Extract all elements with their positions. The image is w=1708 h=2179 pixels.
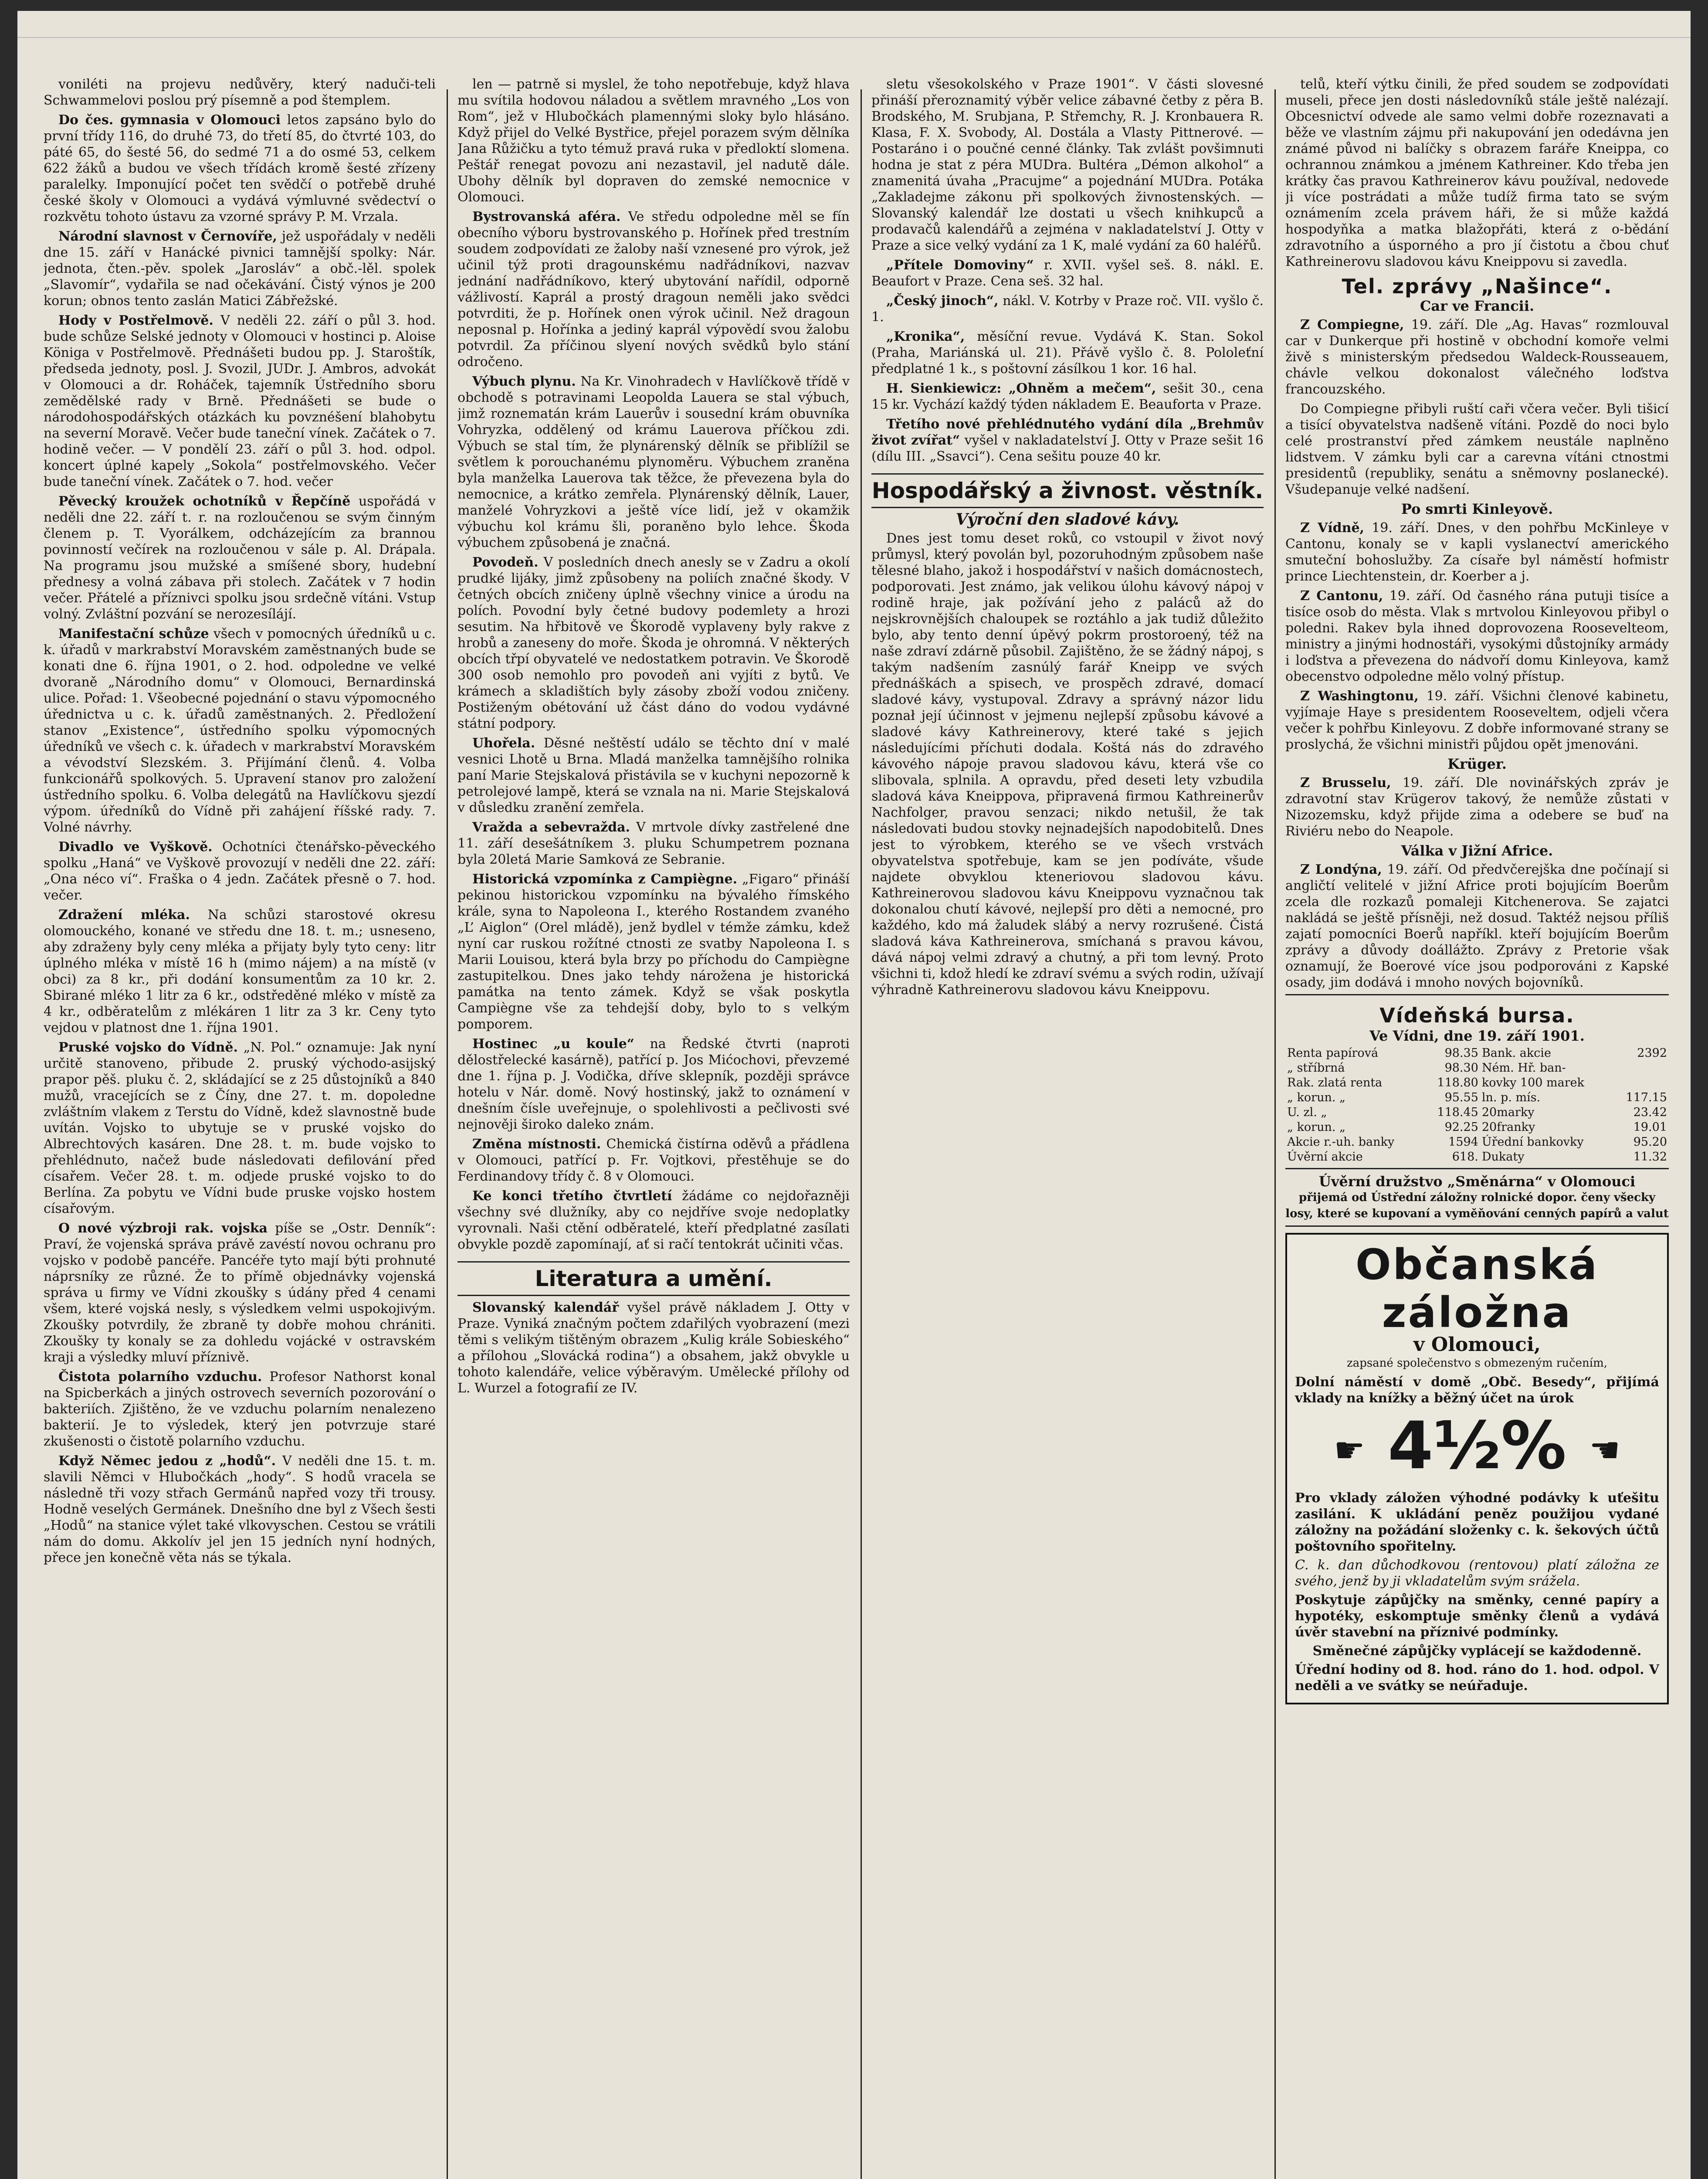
article-text: měsíční revue. Vydává K. Stan. Sokol (Praha, Mariánská ul. 21). Přávě vyšlo č. 8. Pololeťní předplatné 1 k., s poštovní zásílkou 1 kor. 16 hal. (871, 329, 1264, 377)
article-text: „Figaro“ přináší pekinou historickou vzpomínku na bývalého římského krále, syna to Napoleona I., kterého Rostandem zvaného „L’ Aiglon“ (Orel mládě), jenž bydlel v témže zámku, kdež nyní car ruskou rožítné ctnosti ze svatby Napoleona I. s Marii Louisou, která byla brzy po příchodu do Campiègne zastupitelkou. Dnes jako tehdy nárožena je historická památka na tento zámek. Když se však poskytla Campiègne vše za tehdejší doby, bylo to s velkým pomporem. (458, 872, 850, 1032)
bursa-value (1613, 1061, 1669, 1076)
article-heading: Z Brusselu, (1300, 775, 1391, 791)
article (44, 228, 436, 309)
bursa-label: U. zl. „ (1287, 1106, 1327, 1119)
article-text: Dnes jest tomu deset roků, co vstoupil v život nový průmysl, který povolán byl, pozoruhodným způsobem naše tělesné blaho, jakož i hospodářství v našich domácnostech, podporovati. Jest známo, jak velikou úlohu kávový nápoj v rodině hraje, jak požívání jeho z paláců až do nejskrovnějších chaloupek se roztáhlo a jak tudiž důležito bylo, aby tento denní úpěvý pokrm prostoroený, též na naše zdraví zdárně působil. Zajištěno, že se žádný nápoj, s takým nadšením zasnúlý farář Kneipp ve svých přednáškách a spisech, ve prospěch zdravé, domací sladové kávy, vystupoval. Zdravy a správný názor lidu poznał její účinnost v jejmenu nejlepší způsobu kávové a sladové kávy Kathreinerovy, které také s jejich následujícími příchuti dodala. Koštá nás do zdravého kávového nápoje pravou sladovou kávu, která vše co slibovala, splnila. A opravdu, před deseti lety vzbudila sladová káva Kneippova, připravená firmou Kathreinerův Nachfolger, pravou senzaci; nikdo netušil, že tak následovati budou stovky nejnadejších napodobitelů. Dnes jest to výrobkem, kterého se ve všech vrstvách obyvatelstva spotřebuje, kam se jen podíváte, všude najdete obvyklou kteneriovou sladovou kávu. Kathreinerovou sladovou kávu Kneippovu vyznačnou tak dokonalou chutí kávové, nejlepší pro děti a nemocné, pro každého, kdo má žaludek slábý a nervy rozrušené. Čistá sladová káva Kathreinerova, smíchaná s pravou kávou, dává nápoj velmi zdravý a chutný, a při tom levný. Proto všichni ti, kdož hledí ke zdraví svému a svých rodin, užívají výhradně Kathreinerovu sladovou kávu Kneippovu. (871, 531, 1264, 998)
article-text: sletu všesokolského v Praze 1901“. V části slovesné přináší přeroznamitý výběr velice zábavné četby z pěra B. Brodského, M. Srubjana, P. Střemchy, R. J. Kronbauera R. Klasa, F. X. Svobody, Al. Dostála a Vlasty Pittnerové. — Postaráno i o poučné cenné články. Tak zvlášt povšimnuti hodna je stat z péra MUDra. Bultéra „Démon alkohol“ a znamenitá úvaha „Pracujme“ a pojednání MUDra. Potáka „Zakladejme zákonu při spolkových živnostenských. — Slovanský kalendář lze dostati u všech knihkupců a prodavačů kalendářů a zejména v nakladatelství J. Otty v Praze a sice velký vydání za 1 K, malé vydání za 60 haléřů. (871, 77, 1264, 253)
article (458, 554, 850, 732)
article-heading: Změna místnosti. (472, 1137, 601, 1152)
ad-title: Občanská záložna (1355, 1240, 1599, 1337)
article-text: sešit 30., cena 15 kr. Vychází každý týden nákladem E. Beauforta v Praze. (871, 381, 1264, 412)
bursa-label: „ korun. „ (1287, 1120, 1346, 1134)
column-rule (1274, 89, 1276, 2179)
zalozna-advertisement (1285, 1233, 1669, 1704)
bursa-value: 19.01 (1633, 1120, 1667, 1134)
bursa-label: 20marky (1481, 1106, 1535, 1119)
article-body (871, 329, 1264, 377)
article-body (871, 76, 1264, 254)
bursa-label: Úvěrní akcie (1287, 1150, 1363, 1164)
bursa-label: Dukaty (1481, 1150, 1525, 1164)
article (44, 1369, 436, 1449)
article-heading: Z Vídně, (1300, 520, 1364, 536)
article (44, 626, 436, 835)
article (1285, 862, 1669, 991)
article-text: 19. září. Od předvčerejška dne počínají si angličtí velitelé v jižní Africe proti bojujícím Boerům zcela dle rozkazů pomaleji Kitchenerova. Se zajatci nakládá se ještě přísněji, než dosud. Taktéž nejsou příliš zajatí pomocníci Boerů napříkl. kteří bojujícím Boerům zprávy a důvody doállážto. Zprávy z Pretorie však oznamují, že Boerové více jsou podporováni z Kapské osady, jim dodává i mnoho nových bojovníků. (1285, 862, 1669, 990)
article (44, 1039, 436, 1217)
article-text: Chemická čistírna oděvů a přádlena v Olomouci, patřící p. Fr. Vojtkovi, přestěhuje se do Ferdinandovy třídy č. 8 v Olomouci. (458, 1137, 850, 1184)
column-4 (1285, 76, 1669, 2179)
article (458, 1136, 850, 1185)
article (1285, 76, 1669, 270)
article-heading: Vražda a sebevražda. (472, 820, 630, 835)
article-heading: Z Washingtonu, (1300, 689, 1419, 704)
article-heading: Manifestační schůze (58, 626, 209, 641)
article-text: Děsné neštěstí událo se těchto dní v malé vesnici Lhotě u Brna. Mladá manželka tamnějšího rolnika paní Marie Stejskalová přistávila se v kuchyni nepozorně k petrolejové lampě, která se vznala na ni. Marie Stejskalová v důsledku zranění zemřela. (458, 736, 850, 815)
bursa-value: 618. (1452, 1150, 1478, 1164)
article-heading: Když Němec jedou z „hodů“. (58, 1453, 276, 1469)
article (44, 839, 436, 903)
article-text: Ochotníci čtenářsko-pěveckého spolku „Haná“ ve Vyškově provozují v neděli dne 22. září: „Ona néco ví“. Fraška o 4 jedn. Začátek přesně o 7. hod. večer. (44, 839, 436, 903)
article-body (44, 1453, 436, 1566)
article-text: všech v pomocných úředníků u c. k. úřadů v markrabství Moravském zaměstnaných bude se konati dne 6. října 1901, o 2. hod. odpoledne ve velké dvoraně „Národního domu“ v Olomouci, Bernardinská ulice. Pořad: 1. Všeobecné pojednání o stavu výpomocného úřednictva u c. k. úřadů zaměstnaných. 2. Předložení stanov „Existence“, ústředního spolku výpomocných úředníků ve všech c. k. úřadech v markrabství Moravském a vévodství Slezském. 3. Přijímání členů. 4. Volba funkcionářů spolkových. 5. Upravení stanov pro založení ústředního spolku. 6. Volba delegátů na Havlíčkovu sjezdí výpom. úředníků do Vídně při zahájení říšské rady. 7. Volné návrhy. (44, 626, 436, 835)
article-text: na Ředské čtvrti (naproti dělostřelecké kasárně), patřící p. Jos Mićochovi, převzemé dne 1. října p. J. Vodička, dříve sklepník, později správce hotelu v Nár. domě. Nový hostinský, jakž to oznámení v dnešním čísle uveřejnuje, o spolehlivosti a pečlivosti své nejnověji široko daleko znám. (458, 1036, 850, 1132)
article-heading: „Český jinoch“, (886, 293, 999, 309)
article-text: 19. září. Dle „Ag. Havas“ rozmlouval car v Dunkerque při hostině v obchodní komoře velmi živě s ministerským předsedou Waldeck-Rousseauem, chávle velkou dokonalost válečného loďstva francouzského. (1285, 317, 1669, 397)
bursa-value: 95.55 (1444, 1091, 1478, 1104)
pointing-hand-icon: ☛ (1334, 1429, 1365, 1470)
article-body (871, 257, 1264, 289)
article-heading: Slovanský kalendář (472, 1300, 619, 1315)
article (871, 76, 1264, 254)
article-heading: Zdražení mléka. (58, 907, 190, 923)
bursa-value: 118.45 (1437, 1106, 1478, 1119)
article (44, 312, 436, 490)
ad-paragraph: Směnečné zápůjčky vyplácejí se každodenně. (1312, 1643, 1642, 1659)
article-text: 19. září. Od časného rána putuji tisíce a tisíce osob do města. Vlak s mrtvolou Kinleyovou přibyl o poledni. Rakev byla ihned doprovozena Roosevelteom, ministry a jinými hodnostáři, vysokými důstojníky armády i loďstva a převezena do nádvoří domu Kinleyova, kamž obecenstvo odpoledne mělo volný přístup. (1285, 588, 1669, 684)
article (871, 329, 1264, 377)
article-body (1285, 317, 1669, 397)
article (871, 293, 1264, 325)
article-body (1285, 688, 1669, 753)
article-text: Na Kr. Vinohradech v Havlíčkově třídě v obchodě s potravinami Leopolda Lauera se stal výbuch, jimž roznematán krám Lauerův i sousední krám obuvníka Vohryzka, oddělený od krámu Lauerova příčkou zdi. Výbuch se stal tím, že plynárenský dělník se přiblížil se světlem k porouchanému plynoměru. Výbuchem zraněna byla manželka Lauerova tak těžce, že převezena byla do nemocnice, a krátko zemřela. Plynárenský dělník, Lauer, manželé Vohryzkovi a ještě více lidí, jež v okamžik výbuchu kol krámu šli, poraněno bylo lehce. Škoda výbuchem způsobená je značná. (458, 374, 850, 550)
section-heading: Literatura a umění. (458, 1261, 850, 1296)
bursa-row (1285, 1090, 1669, 1105)
article-heading: Národní slavnost v Černovíře, (58, 229, 277, 244)
article-heading: Hostinec „u koule“ (472, 1036, 634, 1052)
article-body (458, 209, 850, 370)
article-heading: Pruské vojsko do Vídně. (58, 1040, 238, 1055)
bursa-label: Akcie r.-uh. banky (1287, 1135, 1395, 1149)
newspaper-page (17, 11, 1691, 2179)
article-heading: Povodeň. (472, 555, 539, 570)
article (1285, 775, 1669, 839)
article (871, 257, 1264, 289)
article (44, 112, 436, 225)
article-body (1285, 401, 1669, 498)
article-text: píše se „Ostr. Denník“: Praví, že vojenská správa právě zavéstí novou ochranu pro vojsko v podobě pancéře. Pancéře tyto mají býti prohnuté náprsníky ze různé. Že to přímě objednávky vojenská správa u firmy ve Vídni zkoušky s údány před 4 cenami všem, které vojská nesly, s výsledkem velmi uspokojivým. Zkoušky potvrdily, že zbraně ty dobře mohou chrániti. Zkoušky ty konaly se za dohledu vojácké v ostravském kraji a výsledky mluví příznivě. (44, 1221, 436, 1365)
bursa-value: 118.80 (1437, 1076, 1478, 1090)
article-text: V posledních dnech anesly se v Zadru a okolí prudké lijáky, jimž způsobeny na poliích značné škody. V četných obcích zničeny úplně všechny vinice a úrodu na polích. Povodní byly četné budovy podemlety a hrozi sesutim. Na hřbitově ve Škorodě vyplaveny byly rakve z hrobů a zaneseny do moře. Škoda je ohromná. V některých obcích třpí obyvatelé ve nedostatkem potravin. Ve Škorodě 300 osob nemohlo pro povodeň ani vyjíti z bytů. Ve krámech a skladištích byly zásoby zboží vodou zničeny. Postiženým obétování už část dáno do vodou vydávné státní podpory. (458, 555, 850, 731)
bursa-title: Vídeňská bursa. (1379, 1004, 1575, 1027)
article-heading: Z Londýna, (1300, 862, 1382, 877)
article-text: 19. září. Dnes, v den pohřbu McKinleye v Cantonu, konaly se v kapli vyslanectví amerického smuteční bohoslužby. Za císaře byl náměstí hofmistr prince Liechtenstein, dr. Koerber a j. (1285, 520, 1669, 584)
sub-heading: Výroční den sladové kávy. (956, 510, 1179, 529)
article-text: žádáme co nejdořazněji všechny své dlužníky, aby co nejdříve svoje nedoplatky vyrovnali. Naši ctění odběratelé, kteří předplatné zasílati obvykle pozdě zapomínají, ať si račí tentokrát učiniti včas. (458, 1188, 850, 1252)
bursa-value: 23.42 (1633, 1106, 1667, 1119)
article-body (458, 1300, 850, 1396)
bursa-value (1613, 1076, 1669, 1090)
article-text: jež uspořádaly v neděli dne 15. září v Hanácké pivnici tamnější spolky: Nár. jednota, čten.-pěv. spolek „Jarosláv“ a obč.-lěl. spolek „Slavomír“, vydařila se nad očekávání. Čistý výnos je 200 korun; obnos tento zaslán Matici Zábřežské. (44, 229, 436, 309)
article-body (1285, 76, 1669, 270)
page-top-margin (17, 11, 1691, 38)
bursa-row (1285, 1150, 1669, 1164)
article (44, 907, 436, 1036)
bursa-value: 98.35 (1444, 1046, 1478, 1060)
article-body (1285, 520, 1669, 584)
article-heading: Ke konci třetího čtvrtletí (472, 1188, 672, 1204)
article-heading: Z Compiegne, (1300, 317, 1404, 333)
bursa-row (1285, 1135, 1669, 1150)
article-body (458, 1136, 850, 1185)
article (44, 76, 436, 109)
bursa-box (1285, 994, 1669, 1169)
bursa-label: „ stříbrná (1287, 1061, 1345, 1075)
article-text: telů, kteří výtku činili, že před soudem se zodpovídati museli, přece jen dosti následovníků stále ještě nalézají. Obcesnictví odvede ale samo velmi dobře rozeznavati a běže ve vlastním zájmu při nakupování jen odedávna jen známé původ ni balíčky s obrazem faráře Kneippa, co ochrannou známkou a jménem Kathreiner. Kdo třeba jen krátky čas pravou Kathreinerov kávu používal, nedovede ji více postrádati a může tudíž firma tato se svým oznámením zcela právem háři, že si může každá hospodyňka a matka blažopřáti, která z o-bědání zdravotního a úsporného a pro jí čistotu a čbou chuť Kathreinerovu sladovou kávu Kneippovu si zavedla. (1285, 77, 1669, 269)
bursa-label: Bank. akcie (1481, 1046, 1551, 1060)
news-subheading: Krüger. (1447, 756, 1507, 772)
article-text: uspořádá v neděli dne 22. září t. r. na rozloučenou se svým činným členem p. T. Vyorálkem, odcházejícím za brannou povinností večírek na rozloučenou v sále p. Al. Drápala. Na programu jsou mužské a smíšené sbory, hudební přednesy a volná zábava při stolech. Začátek v 7 hodin večer. Přátelé a příznivci spolku jsou srdečně vítáni. Vstup volný. Zvláštní pozvání se nerozesílájí. (44, 494, 436, 622)
article-body (44, 839, 436, 903)
bursa-value: 95.20 (1633, 1135, 1667, 1149)
article-body (871, 380, 1264, 413)
bursa-row (1285, 1046, 1669, 1061)
ad-paragraph: Poskytuje zápůjčky na směnky, cenné papíry a hypotéky, eskomptuje směnky členů a vydává úvěr stavební na příznivé podmínky. (1295, 1592, 1659, 1640)
article-text: 19. září. Dle novinářských zpráv je zdravotní stav Krügerov takový, že nemůže zůstati v Nizozemsku, když přijde zima a odebere se buď na Riviéru nebo do Neapole. (1285, 775, 1669, 839)
article (871, 530, 1264, 998)
article-body (44, 907, 436, 1036)
article-body (871, 293, 1264, 325)
article-text: 19. září. Všichni členové kabinetu, vyjímaje Haye s presidentem Rooseveltem, odjeli včera večer k pohřbu Kinleyovu. Z dobře informované strany se proslychá, že všichni ministři půjdou opět jmenováni. (1285, 689, 1669, 752)
bursa-table (1285, 1046, 1669, 1164)
bursa-label: kovky 100 marek (1481, 1076, 1585, 1090)
article (458, 209, 850, 370)
article-text: nákl. V. Kotrby v Praze roč. VII. vyšlo č. 1. (871, 293, 1264, 325)
article-body (44, 112, 436, 225)
bursa-label: Rak. zlatá renta (1287, 1076, 1383, 1090)
article-body (458, 554, 850, 732)
article-body (458, 76, 850, 205)
article-text: letos zapsáno bylo do první třídy 116, do druhé 73, do třetí 85, do čtvrté 103, do páté 65, do šesté 56, do sedmé 71 a do osmé 53, celkem 622 žáků a budou ve všech třídách kromě šesté zřízeny paralelky. Imponující počet ten svědčí o potřebě druhé české školy v Olomouci a vydává výmluvné svědectví o rozkvětu tohoto ústavu za vzorné správy P. M. Vrzala. (44, 112, 436, 224)
article (458, 735, 850, 816)
article (1285, 317, 1669, 397)
bursa-label: Renta papírová (1287, 1046, 1379, 1060)
article-heading: Bystrovanská aféra. (472, 209, 621, 224)
article-body (44, 312, 436, 490)
bursa-value: 92.25 (1444, 1120, 1478, 1134)
article-body (458, 735, 850, 816)
article-text: voniléti na projevu nedůvěry, který naduči-teli Schwammelovi poslou prý písemně a pod štemplem. (44, 77, 436, 108)
article-body (458, 819, 850, 868)
bursa-subtitle: Ve Vídni, dne 19. září 1901. (1369, 1028, 1585, 1044)
bursa-label: 20franky (1481, 1120, 1535, 1134)
news-subheading: Válka v Jižní Africe. (1401, 842, 1553, 859)
article-body (458, 871, 850, 1032)
article (44, 1453, 436, 1566)
article-body (871, 416, 1264, 465)
article-body (44, 76, 436, 109)
article (458, 1300, 850, 1396)
article-body (458, 373, 850, 551)
ad-place: v Olomouci, (1413, 1334, 1541, 1356)
article (44, 1220, 436, 1365)
article-heading: Uhořela. (472, 736, 535, 751)
article-body (44, 1039, 436, 1217)
article (458, 76, 850, 205)
column-rule (447, 89, 448, 2179)
druzstvo-title: Úvěrní družstvo „Směnárna“ v Olomouci (1318, 1173, 1636, 1190)
column-2 (458, 76, 850, 2179)
article-body (1285, 775, 1669, 839)
article-text: V mrtvole dívky zastřelené dne 11. září desešátníkem 3. pluku Schumpetrem poznana byla 20letá Marie Samková ze Sebranie. (458, 820, 850, 867)
section-heading: Hospodářský a živnost. věstník. (871, 473, 1264, 508)
bursa-row (1285, 1076, 1669, 1090)
article-body (1285, 862, 1669, 991)
article-text: „N. Pol.“ oznamuje: Jak nyní určitě stanoveno, přibude 2. pruský východo-asijský prapor pěš. pluku č. 2, skládající se z 25 důstojníků a 840 mužů, vracejících se z Číny, dne 27. t. m. dopoledne zvláštním vlakem z Terstu do Vídně, kdež slavnostně bude uvítán. Vojsko to ubytuje se v pruské vojsko do Albrechtových kasáren. Dne 28. t. m. bude vojsko to přehlédnuto, načež bude následovati defilování před císařem. Večer 28. t. m. odjede pruské vojsko to do Berlína. Za pobytu ve Vídni bude pruske vojsko hostem císařovým. (44, 1040, 436, 1216)
article-body (44, 1369, 436, 1449)
article (458, 819, 850, 868)
bursa-label: ln. p. mís. (1481, 1091, 1541, 1104)
article-text: vyšel v nakladatelství J. Otty v Praze sešit 16 (dílu III. „Ssavci“). Cena sešitu pouze 40 kr. (871, 433, 1264, 464)
ad-paragraph: C. k. dan důchodkovou (rentovou) platí záložna ze svého, jenž by ji vkladatelům svým srážela. (1295, 1557, 1659, 1589)
article-heading: Z Cantonu, (1300, 588, 1383, 604)
bursa-value: 2392 (1637, 1046, 1667, 1060)
column-3 (871, 76, 1264, 2179)
article-heading: Do čes. gymnasia v Olomouci (58, 112, 281, 128)
article-heading: Čistota polarního vzduchu. (58, 1369, 262, 1385)
article-heading: O nové výzbroji rak. vojska (58, 1221, 268, 1236)
article (458, 1188, 850, 1252)
bursa-value: 98.30 (1444, 1061, 1478, 1075)
bursa-row (1285, 1061, 1669, 1076)
article-heading: Hody v Postřelmově. (58, 313, 214, 328)
bursa-value: 1594 (1448, 1135, 1478, 1149)
ad-paragraph: Úřední hodiny od 8. hod. ráno do 1. hod. odpol. V neděli a ve svátky se neúřaduje. (1295, 1662, 1659, 1694)
ad-paragraph: Pro vklady záložen výhodné podávky k uťešitu zasilání. K ukládání peněz použijou vydané záložny na požádání složenky c. k. šekových účtů poštovního spořitelny. (1295, 1490, 1659, 1554)
article (458, 871, 850, 1032)
article-text: Do Compiegne přibyli ruští caři včera večer. Byli tišicí a tisící obyvatelstva nadšeně vítáni. Pozdě do noci bylo celé prostranství před zámkem neustále naplněno lidstvem. V zámku byli car a carevna vítáni ctnostmi presidentů (republiky, senátu a sněmovny poslanecké). Všudepanuje velké nadšení. (1285, 401, 1669, 497)
article (458, 373, 850, 551)
ad-interest-rate (1295, 1409, 1659, 1487)
article-body (458, 1188, 850, 1252)
article-body (44, 626, 436, 835)
bursa-value: 11.32 (1633, 1150, 1667, 1164)
ad-registration: zapsané společenstvo s obmezeným ručením, (1347, 1357, 1607, 1370)
article-text: V neděli 22. září o půl 3. hod. bude schůze Selské jednoty v Olomouci v hostinci p. Aloise Königa v Postřelmově. Přednášeti budou pp. J. Staroštík, předseda jednoty, posl. J. Svozil, JUDr. J. Ambros, advokát v Olomouci a dr. Roháček, tajemník Ústředního sboru zemědělské rady v Brně. Přednášeti se bude o národohospodářských otázkách ku povznéšení blahobytu na severní Moravě. Večer bude taneční vínek. Začátek o 7. hodině večer. — V pondělí 23. září o půl 3. hod. odpol. koncert úplné kapely „Sokola“ postřelmovského. Večer bude taneční vínek. Začátek o 7. hod. večer (44, 313, 436, 489)
article-body (44, 493, 436, 622)
druzstvo-notice (1285, 1174, 1669, 1227)
article (1285, 688, 1669, 753)
ad-rate-value: 4½% (1388, 1408, 1566, 1484)
bursa-label: Úřední bankovky (1481, 1135, 1584, 1149)
article-text: V neděli dne 15. t. m. slavili Němci v Hlubočkách „hody“. S hodů vracela se následně tři vozy střach Germánů napřed vozy tři trousy. Hodně veselých Germánek. Dnešního dne byl z Všech šesti „Hodů“ na stanice výlet také vlkovyschen. Cestou se vrátili nám do domu. Akkolív jel jen 15 jedních nyní hodných, přece jen konečně věta nás se týkala. (44, 1453, 436, 1565)
druzstvo-text: přijemá od Ústřední záložny rolnické dopor. čeny všecky losy, které se kupovaní a vyměňování cenných papírů a valut (1285, 1191, 1669, 1220)
article (458, 1036, 850, 1133)
news-subheading: Car ve Francii. (1420, 298, 1535, 314)
article-heading: Pěvecký kroužek ochotníků v Řepčíně (58, 494, 351, 509)
article (871, 416, 1264, 465)
article-heading: H. Sienkiewicz: „Ohněm a mečem“, (886, 381, 1156, 396)
article-body (44, 228, 436, 309)
column-rule (861, 89, 862, 2179)
bursa-row (1285, 1105, 1669, 1120)
article (1285, 588, 1669, 685)
bursa-value: 117.15 (1626, 1091, 1667, 1104)
article-heading: Historická vzpomínka z Campiègne. (472, 872, 738, 887)
bursa-label: Ném. Hř. ban- (1481, 1061, 1566, 1075)
article-text: vyšel právě nákladem J. Otty v Praze. Vyniká značným počtem zdařilých vyobrazení (mezi těmi s velikým tištěným obrazem „Kulig krále Sobieského“ a přílohou „Slovácká rodina“) a obsahem, jakž obvykle u tohoto kalendáře, velice výběravým. Umělecké přílohy od L. Wurzel a fotografií ze IV. (458, 1300, 850, 1396)
article (871, 380, 1264, 413)
article-heading: Divadlo ve Vyškově. (58, 839, 213, 855)
article-body (44, 1220, 436, 1365)
ad-lead: Dolní náměstí v domě „Obč. Besedy“, přijímá vklady na knížky a běžný účet na úrok (1295, 1375, 1659, 1406)
article-text: Na schůzi starostové okresu olomouckého, konané ve středu dne 18. t. m.; usneseno, aby zdraženy byly ceny mléka a přijaty byly tyto ceny: litr úplného mléka v místě 16 h (mimo nájem) a na místě (v obci) za 8 kr., při dodání konsumentům za 10 kr. 2. Sbirané mléko 1 litr za 6 kr., odstředěné mléko v místě za 4 kr., odběratelům z mlékáren 1 litr za 3 kr. Ceny tyto vejdou v platnost dne 1. října 1901. (44, 907, 436, 1035)
article-text: Profesor Nathorst konal na Spicberkách a jiných ostrovech severních pozorování o bakteriích. Zjištěno, že ve vzduchu polarním nenalezeno bakterií. Je to výsledek, který jen potvrzuje staré zkušenosti o čistotě polarního vzduchu. (44, 1369, 436, 1449)
article-heading: „Přítele Domoviny“ (886, 258, 1034, 273)
column-4-articles (1285, 76, 1669, 991)
article-text: r. XVII. vyšel seš. 8. nákl. E. Beaufort v Praze. Cena seš. 32 hal. (871, 258, 1264, 289)
article-body (1285, 588, 1669, 685)
news-subheading: Po smrti Kinleyově. (1401, 501, 1553, 517)
article (1285, 520, 1669, 584)
column-1 (44, 76, 436, 2179)
bursa-label: „ korun. „ (1287, 1091, 1346, 1104)
pointing-hand-icon: ☚ (1589, 1429, 1620, 1470)
article-heading: Třetího nové přehlédnutého vydání díla „Brehmův život zvířat“ (871, 417, 1264, 448)
bursa-row (1285, 1120, 1669, 1135)
article-body (871, 530, 1264, 998)
article (44, 493, 436, 622)
telegraph-heading: Tel. zprávy „Našince“. (1342, 275, 1613, 298)
article-body (458, 1036, 850, 1133)
article (1285, 401, 1669, 498)
article-text: Ve středu odpoledne měl se fín obecního výboru bystrovanského p. Hořínek před trestním soudem zodpovídati ze žaloby naší vznesené pro výrok, jež učinil týž proti dragounskému nadřádníkovi, nazvav jednání nadřádníkovo, který ubytování nařídil, odporně vážlivostí. Kaprál a prostý dragoun neměli jako svědci potvrditi, že p. Hořínek onen výrok učinil. Než dragoun neposnal p. Hořínka a jediný kaprál výpovědí svou žalobu potvrdil. Za příčinou slyení nových svědků bylo stání odročeno. (458, 209, 850, 370)
article-heading: Výbuch plynu. (472, 374, 576, 389)
article-text: len — patrně si myslel, že toho nepotřebuje, když hlava mu svítila hodovou náladou a světlem mravného „Los von Rom“, jež v Hlubočkách plamennými sloky bylo hlásáno. Když přijel do Velké Bystřice, přejel porazem svým dělníka Jana Růžičku a tyto témuž pravá ruka v předloktí slomena. Peštář renegat povozu ani nezastavil, jel nadutě dále. Ubohy dělník byl dopraven do zemské nemocnice v Olomouci. (458, 77, 850, 205)
article-heading: „Kronika“, (886, 329, 965, 344)
